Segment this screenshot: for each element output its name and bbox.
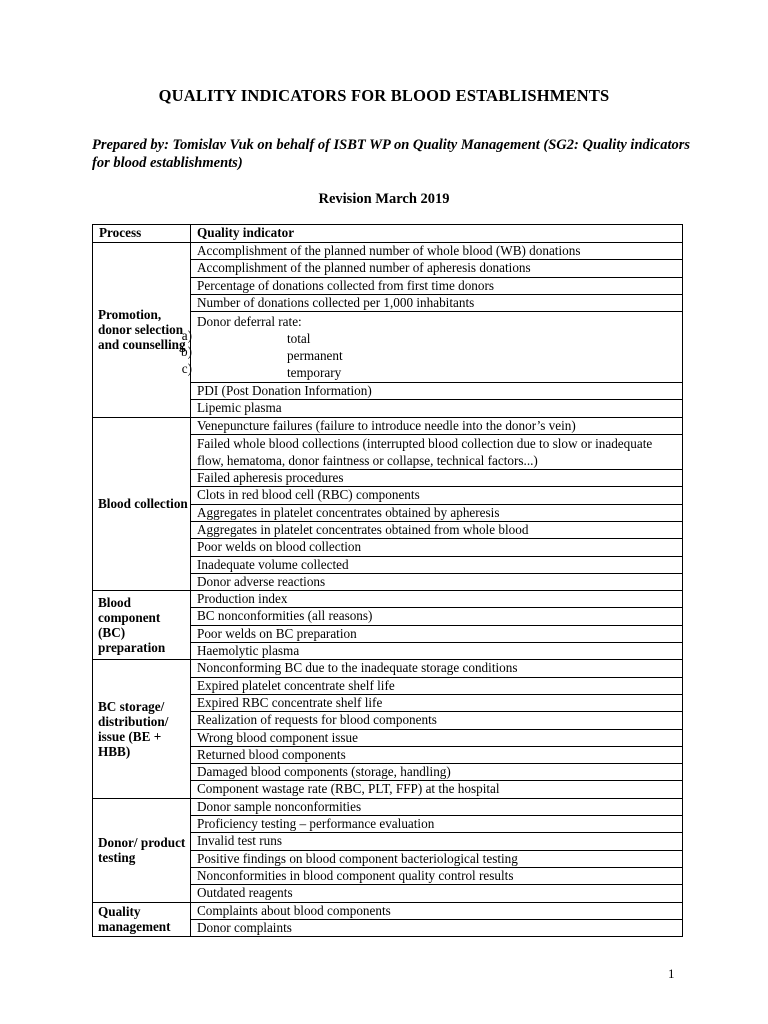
table-row (93, 660, 683, 677)
process-cell: Promotion, donor selection and counselling (93, 243, 191, 418)
indicator-cell: Accomplishment of the planned number of whole blood (WB) donations (191, 243, 683, 260)
indicator-cell: Accomplishment of the planned number of apheresis donations (191, 260, 683, 277)
marker-b: b) (181, 344, 192, 360)
indicator-cell: Returned blood components (191, 746, 683, 763)
page-number: 1 (668, 966, 675, 981)
indicator-cell: Invalid test runs (191, 833, 683, 850)
document-title: QUALITY INDICATORS FOR BLOOD ESTABLISHMENTS (158, 86, 610, 105)
indicator-cell: Damaged blood components (storage, handling) (191, 764, 683, 781)
process-cell: Quality management (93, 902, 191, 937)
indicator-cell: Donor complaints (191, 919, 683, 936)
indicator-cell: PDI (Post Donation Information) (191, 383, 683, 400)
indicator-cell: Wrong blood component issue (191, 729, 683, 746)
deferral-item: temporary (287, 365, 342, 381)
indicator-cell: Production index (191, 591, 683, 608)
indicator-cell: Aggregates in platelet concentrates obtained from whole blood (191, 521, 683, 538)
process-cell: BC storage/ distribution/ issue (BE + HBB) (93, 660, 191, 798)
deferral-rate-cell (191, 312, 683, 383)
indicator-cell: Realization of requests for blood components (191, 712, 683, 729)
indicator-cell: Poor welds on BC preparation (191, 625, 683, 642)
indicator-cell: Component wastage rate (RBC, PLT, FFP) at the hospital (191, 781, 683, 798)
indicator-cell: Expired platelet concentrate shelf life (191, 677, 683, 694)
table-row (93, 798, 683, 815)
indicator-cell: BC nonconformities (all reasons) (191, 608, 683, 625)
indicator-cell: Aggregates in platelet concentrates obtained by apheresis (191, 504, 683, 521)
deferral-item: total (287, 331, 311, 347)
indicator-cell: Nonconformities in blood component quality control results (191, 867, 683, 884)
indicator-cell: Lipemic plasma (191, 400, 683, 417)
indicator-cell: Venepuncture failures (failure to introduce needle into the donor’s vein) (191, 417, 683, 434)
indicator-cell: Failed whole blood collections (interrupted blood collection due to slow or inadequate flow, hematoma, donor faintness or collapse, technical factors...) (191, 435, 683, 470)
indicator-cell: Clots in red blood cell (RBC) components (191, 487, 683, 504)
indicator-cell: Failed apheresis procedures (191, 470, 683, 487)
process-cell: Blood component (BC) preparation (93, 591, 191, 660)
marker-a: a) (181, 328, 192, 343)
deferral-markers (174, 328, 192, 377)
header-process: Process (93, 225, 191, 243)
deferral-label: Donor deferral rate: (197, 314, 302, 330)
indicator-cell: Percentage of donations collected from first time donors (191, 277, 683, 294)
marker-c: c) (181, 360, 192, 376)
indicator-cell: Donor sample nonconformities (191, 798, 683, 815)
indicator-cell: Positive findings on blood component bacteriological testing (191, 850, 683, 867)
process-cell: Blood collection (93, 417, 191, 590)
indicator-cell: Poor welds on blood collection (191, 539, 683, 556)
process-cell: Donor/ product testing (93, 798, 191, 902)
indicator-cell: Donor adverse reactions (191, 573, 683, 590)
table-header-row (93, 225, 683, 243)
deferral-item: permanent (287, 348, 343, 364)
header-quality-indicator: Quality indicator (191, 225, 683, 243)
indicator-cell: Complaints about blood components (191, 902, 683, 919)
indicator-cell: Haemolytic plasma (191, 643, 683, 660)
revision-date: Revision March 2019 (318, 191, 450, 207)
indicator-cell: Number of donations collected per 1,000 inhabitants (191, 294, 683, 311)
indicator-cell: Nonconforming BC due to the inadequate storage conditions (191, 660, 683, 677)
table-row (93, 902, 683, 919)
table-row (93, 591, 683, 608)
table-row (93, 243, 683, 260)
indicator-cell: Outdated reagents (191, 885, 683, 902)
prepared-by: Prepared by: Tomislav Vuk on behalf of ISBT WP on Quality Management (SG2: Quality indicators for blood establishments) (92, 137, 691, 171)
indicator-cell: Expired RBC concentrate shelf life (191, 694, 683, 711)
table-row (93, 417, 683, 434)
indicator-cell: Proficiency testing – performance evaluation (191, 816, 683, 833)
indicator-cell: Inadequate volume collected (191, 556, 683, 573)
